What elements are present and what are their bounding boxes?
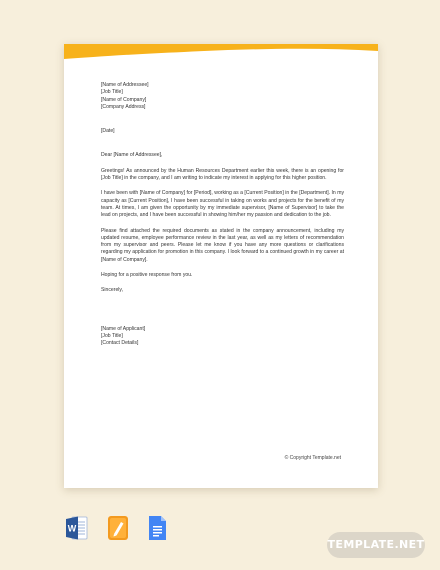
paragraph-2: I have been with [Name of Company] for [Period], working as a [Current Position] in the [Department]. In my capacity as [Current Position], I have been successful in taking on works and projects for the benefit of my team. At times, I am given the opportunity by my immediate supervisor, [Name of Supervisor] to take the lead on projects, and I have been successful in showing him/her my passion and dedication to the job.	[101, 190, 344, 219]
letter-page	[64, 44, 378, 488]
app-icons	[66, 514, 176, 544]
copyright-text: © Copyright Template.net	[284, 455, 341, 461]
word-icon[interactable]	[66, 514, 88, 542]
paragraph-3: Please find attached the required documents as stated in the company announcement, including my updated resume, employee performance review in the last year, as well as my letters of recommendation from my supervisor and peers. Please let me know if you have any more questions or clarifications regarding my application for promotion in this company. I look forward to a continued growth in my career at [Name of Company].	[101, 227, 344, 263]
addressee-name: [Name of Addressee]	[101, 82, 149, 88]
paragraph-4: Hoping for a positive response from you.	[101, 272, 193, 279]
addressee-company-address: [Company Address]	[101, 103, 146, 110]
svg-text:W: W	[67, 523, 77, 534]
paragraph-1: Greetings! As announced by the Human Resources Department earlier this week, there is an opening for [Job Title] in the company, and I am writing to indicate my interest in applying for this higher position.	[101, 167, 344, 182]
letter-date: [Date]	[101, 128, 115, 135]
applicant-job-title: [Job Title]	[101, 332, 123, 339]
salutation: Dear [Name of Addressee],	[101, 152, 163, 159]
pages-icon[interactable]	[107, 514, 129, 542]
google-docs-icon[interactable]	[146, 514, 168, 542]
accent-wave	[64, 44, 378, 60]
template-net-logo[interactable]: TEMPLATE.NET	[327, 532, 425, 558]
signature-block	[101, 326, 344, 348]
addressee-company: [Name of Company]	[101, 96, 147, 103]
applicant-name: [Name of Applicant]	[101, 325, 146, 332]
addressee-block	[101, 82, 344, 111]
letter-body	[101, 82, 344, 348]
applicant-contact-details: [Contact Details]	[101, 340, 139, 347]
addressee-job-title: [Job Title]	[101, 89, 123, 96]
closing: Sincerely,	[101, 287, 123, 294]
